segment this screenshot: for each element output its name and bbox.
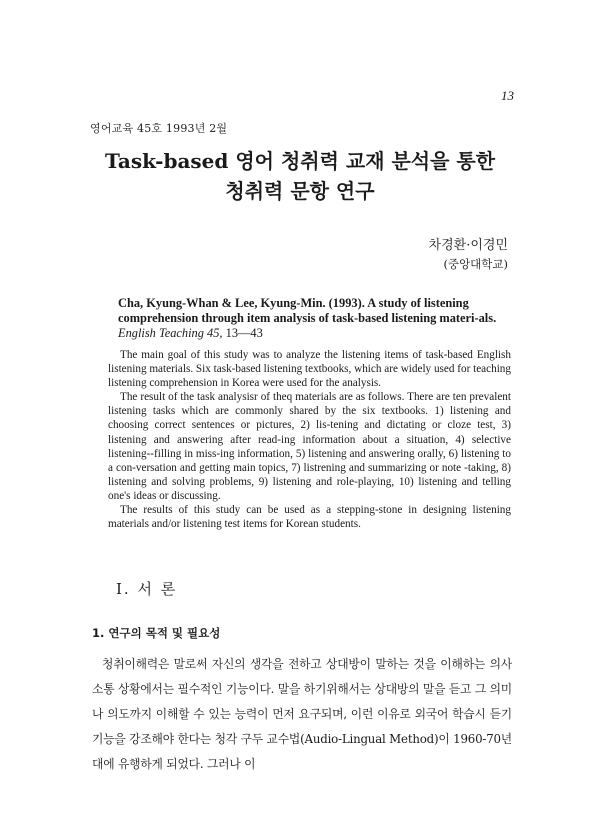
paper-title-line-2: 청취력 문항 연구 (225, 179, 375, 203)
abstract-paragraph: The main goal of this study was to analyze the listening items of task-based English listening materials. Six task-based listening textbooks, which are widely used for teaching listening comprehension in Korea were used for the analysis. (108, 349, 511, 390)
citation-authors-title: Cha, Kyung-Whan & Lee, Kyung-Min. (1993). A study of listening comprehension through item analysis of task-based listening materi-als. (118, 296, 497, 325)
affiliation: (중앙대학교) (443, 257, 508, 271)
abstract-paragraph: The result of the task analysisr of theq materials are as follows. There are ten prevalent listening tasks which are commonly shared by the six textbooks. 1) listening and choosing correct sentences or pictures, 2) lis-tening and dictating or cloze test, 3) listening and answering after read-ing information about a situation, 4) selective listening--filling in miss-ing information, 5) listening and answering orally, 6) listening to a con-versation and getting main topics, 7) listrening and summarizing or note -taking, 8) listening and solving problems, 9) listening and role-playing, 10) listening and telling one's ideas or discussing. (108, 391, 511, 502)
body-text (92, 652, 512, 777)
citation (118, 296, 514, 341)
paper-title (0, 146, 600, 206)
authors: 차경환·이경민 (428, 238, 508, 253)
body-paragraph: 청취이해력은 말로써 자신의 생각을 전하고 상대방이 말하는 것을 이해하는 의사소통 상황에서는 필수적인 기능이다. 말을 하기위해서는 상대방의 말을 듣고 그 의미나 의도까지 이해할 수 있는 능력이 먼저 요구되며, 이런 이유로 외국어 학습시 듣기기능을 강조해야 한다는 청각 구두 교수법(Audio-Lingual Method)이 1960-70년대에 유행하게 되었다. 그러나 이 (92, 657, 513, 771)
abstract-paragraph: The results of this study can be used as a stepping-stone in designing listening materials and/or listening test items for Korean students. (108, 504, 511, 531)
journal-info: 영어교육 45호 1993년 2월 (90, 122, 228, 135)
section-heading: I. 서 론 (116, 580, 178, 598)
citation-journal: English Teaching 45, (118, 326, 223, 340)
abstract (108, 348, 511, 531)
citation-pages: 13—43 (225, 326, 263, 340)
paper-title-line-1: Task-based 영어 청취력 교재 분석을 통한 (104, 149, 496, 173)
page-number: 13 (501, 88, 514, 103)
subsection-heading: 1. 연구의 목적 및 필요성 (92, 626, 221, 640)
